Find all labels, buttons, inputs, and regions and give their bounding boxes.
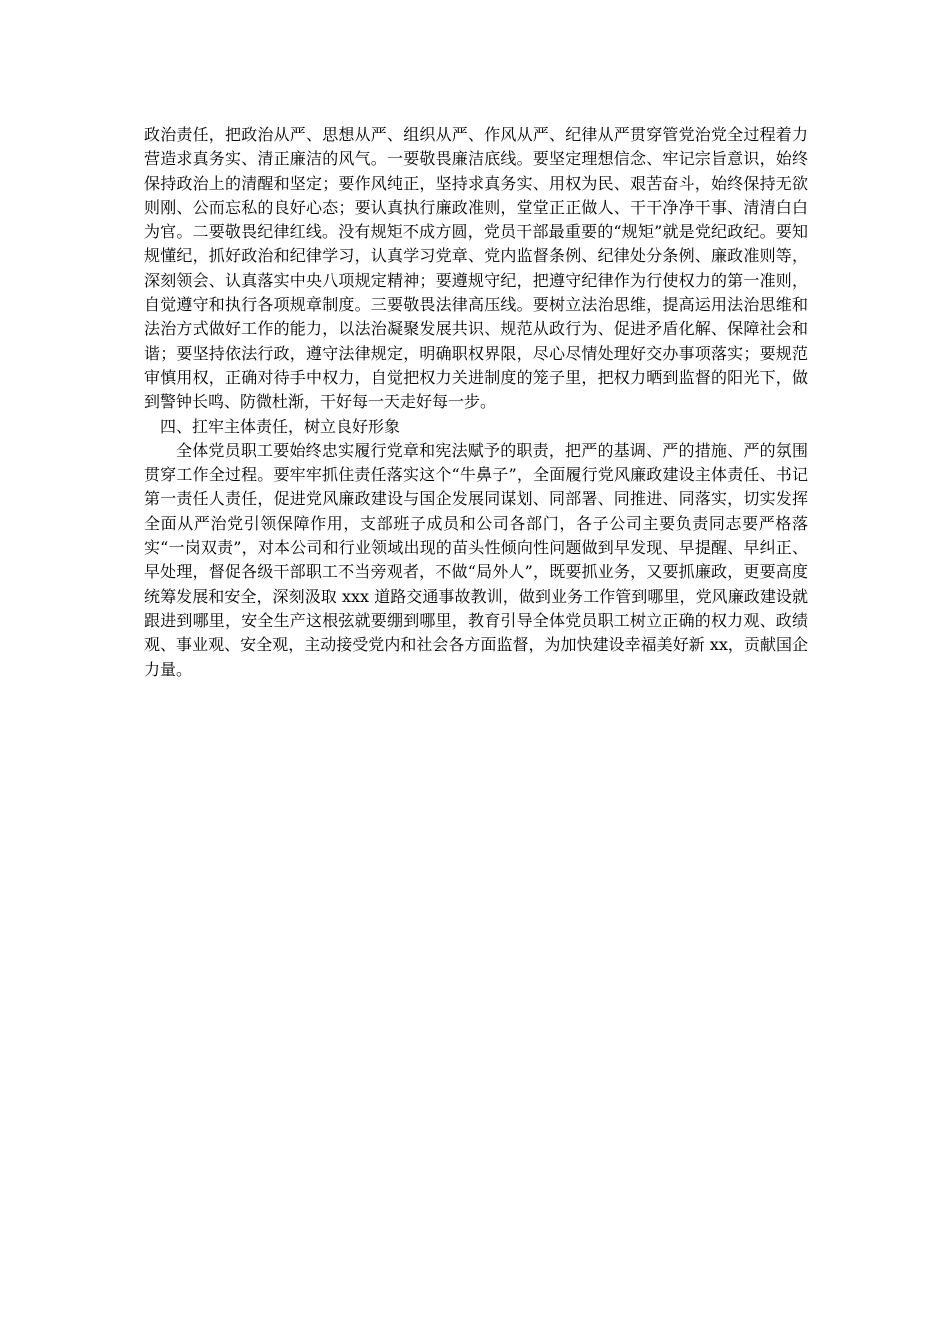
paragraph-section-four: 全体党员职工要始终忠实履行党章和宪法赋予的职责，把严的基调、严的措施、严的氛围贯穿工作全过程。要牢牢抓住责任落实这个“牛鼻子”，全面履行党风廉政建设主体责任、书记第一责任人责任，促进党风廉政建设与国企发展同谋划、同部署、同推进、同落实，切实发挥全面从严治党引领保障作用，支部班子成员和公司各部门，各子公司主要负责同志要严格落实“一岗双责”，对本公司和行业领域出现的苗头性倾向性问题做到早发现、早提醒、早纠正、早处理，督促各级干部职工不当旁观者，不做“局外人”，既要抓业务，又要抓廉政，更要高度统筹发展和安全，深刻汲取 xxx 道路交通事故教训，做到业务工作管到哪里，党风廉政建设就跟进到哪里，安全生产这根弦就要绷到哪里，教育引导全体党员职工树立正确的权力观、政绩观、事业观、安全观，主动接受党内和社会各方面监督，为加快建设幸福美好新 xx，贡献国企力量。 [144, 440, 808, 679]
paragraph-continued: 政治责任，把政治从严、思想从严、组织从严、作风从严、纪律从严贯穿管党治党全过程着力营造求真务实、清正廉洁的风气。一要敬畏廉洁底线。要坚定理想信念、牢记宗旨意识，始终保持政治上的清醒和坚定；要作风纯正，坚持求真务实、用权为民、艰苦奋斗，始终保持无欲则刚、公而忘私的良好心态；要认真执行廉政准则，堂堂正正做人、干干净净干事、清清白白为官。二要敬畏纪律红线。没有规矩不成方圆，党员干部最重要的“规矩”就是党纪政纪。要知规懂纪，抓好政治和纪律学习，认真学习党章、党内监督条例、纪律处分条例、廉政准则等，深刻领会、认真落实中央八项规定精神；要遵规守纪，把遵守纪律作为行使权力的第一准则，自觉遵守和执行各项规章制度。三要敬畏法律高压线。要树立法治思维，提高运用法治思维和法治方式做好工作的能力，以法治凝聚发展共识、规范从政行为、促进矛盾化解、保障社会和谐；要坚持依法行政，遵守法律规定，明确职权界限，尽心尽情处理好交办事项落实；要规范审慎用权，正确对待手中权力，自觉把权力关进制度的笼子里，把权力晒到监督的阳光下，做到警钟长鸣、防微杜渐，干好每一天走好每一步。 [144, 125, 808, 412]
section-heading-four: 四、扛牢主体责任，树立良好形象 [160, 416, 401, 436]
document-body [144, 123, 808, 682]
